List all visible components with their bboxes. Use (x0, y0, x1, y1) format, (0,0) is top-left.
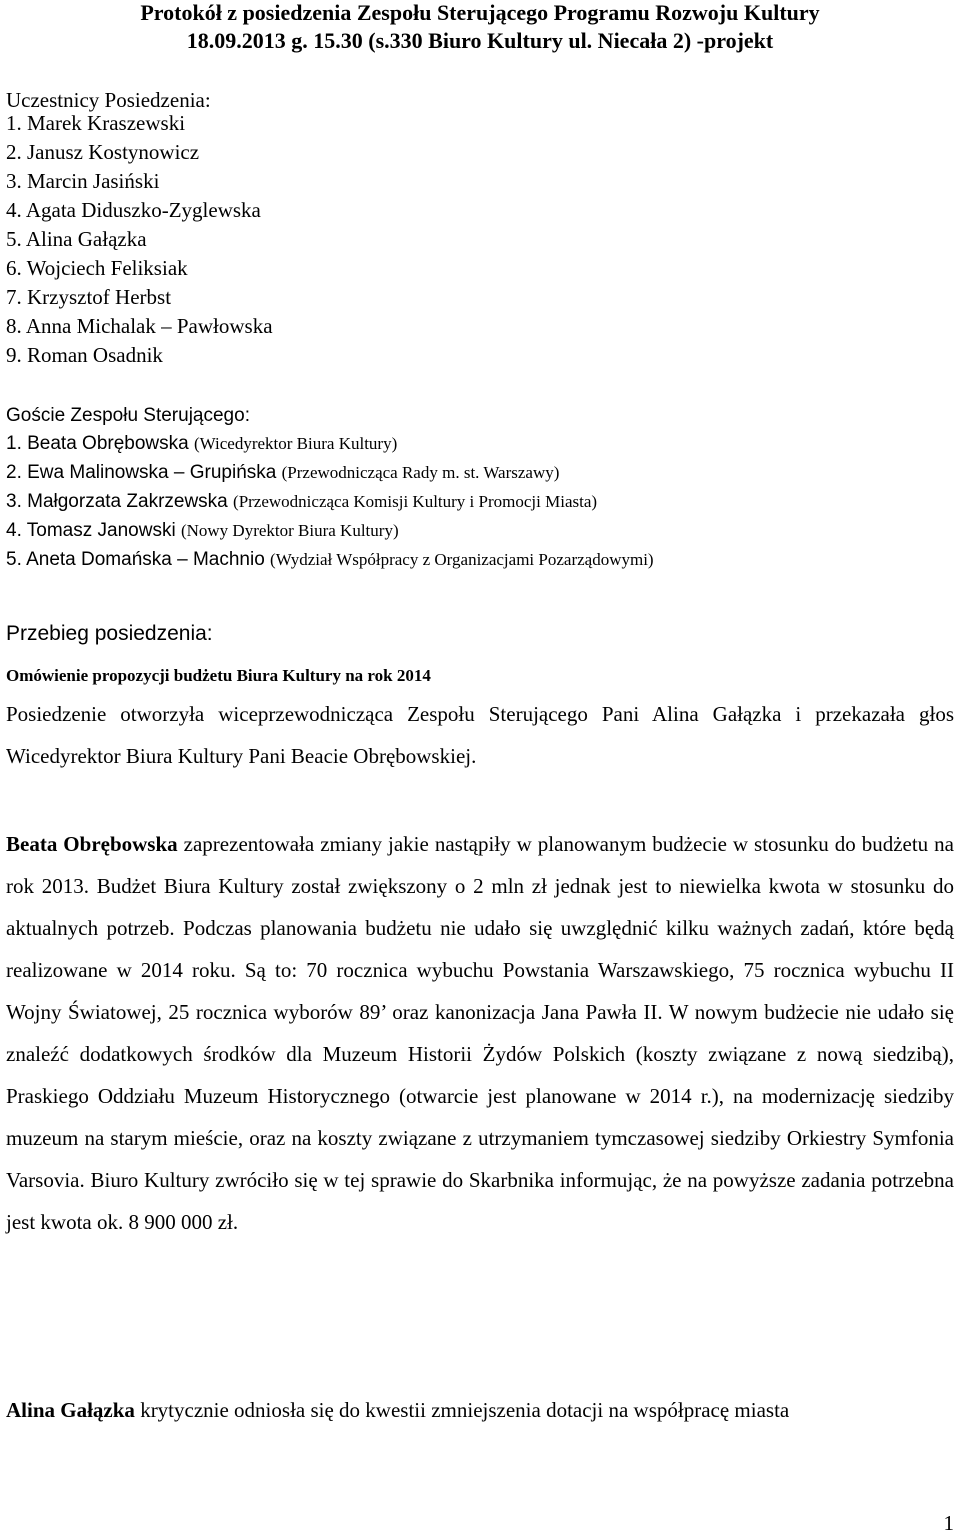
proceedings-heading: Przebieg posiedzenia: (6, 622, 213, 645)
guest-role: (Wydział Współpracy z Organizacjami Pozarządowymi) (270, 550, 654, 569)
guest-name: 1. Beata Obrębowska (6, 433, 189, 454)
participants-list (6, 109, 273, 370)
participant-item: 8. Anna Michalak – Pawłowska (6, 314, 273, 338)
paragraph-critique (6, 1389, 954, 1431)
participant-item: 6. Wojciech Feliksiak (6, 256, 188, 280)
guests-list (6, 430, 654, 575)
paragraph-budget (6, 823, 954, 1243)
participants-heading: Uczestnicy Posiedzenia: (6, 88, 211, 112)
guest-item (6, 459, 654, 488)
speaker-name: Beata Obrębowska (6, 832, 178, 856)
guest-item (6, 430, 654, 459)
guest-item (6, 546, 654, 575)
guests-heading: Goście Zespołu Sterującego: (6, 405, 250, 426)
speaker-name: Alina Gałązka (6, 1398, 135, 1422)
guest-role: (Przewodnicząca Komisji Kultury i Promocji Miasta) (233, 492, 598, 511)
guest-role: (Wicedyrektor Biura Kultury) (194, 434, 398, 453)
participant-item: 3. Marcin Jasiński (6, 169, 160, 193)
guest-item (6, 488, 654, 517)
paragraph-opening: Posiedzenie otworzyła wiceprzewodnicząca Zespołu Sterującego Pani Alina Gałązka i przekazała głos Wicedyrektor Biura Kultury Pani Beacie Obrębowskiej. (6, 702, 954, 768)
agenda-item: Omówienie propozycji budżetu Biura Kultury na rok 2014 (6, 666, 431, 685)
guest-name: 2. Ewa Malinowska – Grupińska (6, 462, 277, 483)
guest-role: (Przewodnicząca Rady m. st. Warszawy) (281, 463, 560, 482)
page-number: 1 (943, 1511, 954, 1535)
document-title: Protokół z posiedzenia Zespołu Sterującego Programu Rozwoju Kultury (140, 0, 820, 25)
guest-name: 3. Małgorzata Zakrzewska (6, 491, 228, 512)
guest-name: 5. Aneta Domańska – Machnio (6, 549, 265, 570)
paragraph-text: krytycznie odniosła się do kwestii zmniejszenia dotacji na współpracę miasta (134, 1398, 790, 1422)
participant-item: 7. Krzysztof Herbst (6, 285, 172, 309)
guest-name: 4. Tomasz Janowski (6, 520, 176, 541)
participant-item: 4. Agata Diduszko-Zyglewska (6, 198, 261, 222)
participant-item: 5. Alina Gałązka (6, 227, 147, 251)
participant-item: 9. Roman Osadnik (6, 343, 163, 367)
document-subtitle: 18.09.2013 g. 15.30 (s.330 Biuro Kultury ul. Niecała 2) -projekt (186, 28, 774, 53)
guest-item (6, 517, 654, 546)
participant-item: 2. Janusz Kostynowicz (6, 140, 200, 164)
guest-role: (Nowy Dyrektor Biura Kultury) (180, 521, 399, 540)
paragraph-text: zaprezentowała zmiany jakie nastąpiły w planowanym budżecie w stosunku do budżetu na rok 2013. Budżet Biura Kultury został zwiększony o 2 mln zł jednak jest to niewielka kwota w stosunku do aktualnych potrzeb. Podczas planowania budżetu nie udało się uwzględnić kilku ważnych zadań, które będą realizowane w 2014 roku. Są to: 70 rocznica wybuchu Powstania Warszawskiego, 75 rocznica wybuchu II Wojny Światowej, 25 rocznica wyborów 89’ oraz kanonizacja Jana Pawła II. W nowym budżecie nie udało się znaleźć dodatkowych środków dla Muzeum Historii Żydów Polskich (koszty związane z nową siedzibą), Praskiego Oddziału Muzeum Historycznego (otwarcie jest planowane w 2014 r.), na modernizację siedziby muzeum na starym mieście, oraz na koszty związane z utrzymaniem tymczasowej siedziby Orkiestry Symfonia Varsovia. Biuro Kultury zwróciło się w tej sprawie do Skarbnika informując, że na powyższe zadania potrzebna jest kwota ok. 8 900 000 zł. (6, 832, 954, 1234)
participant-item: 1. Marek Kraszewski (6, 111, 186, 135)
